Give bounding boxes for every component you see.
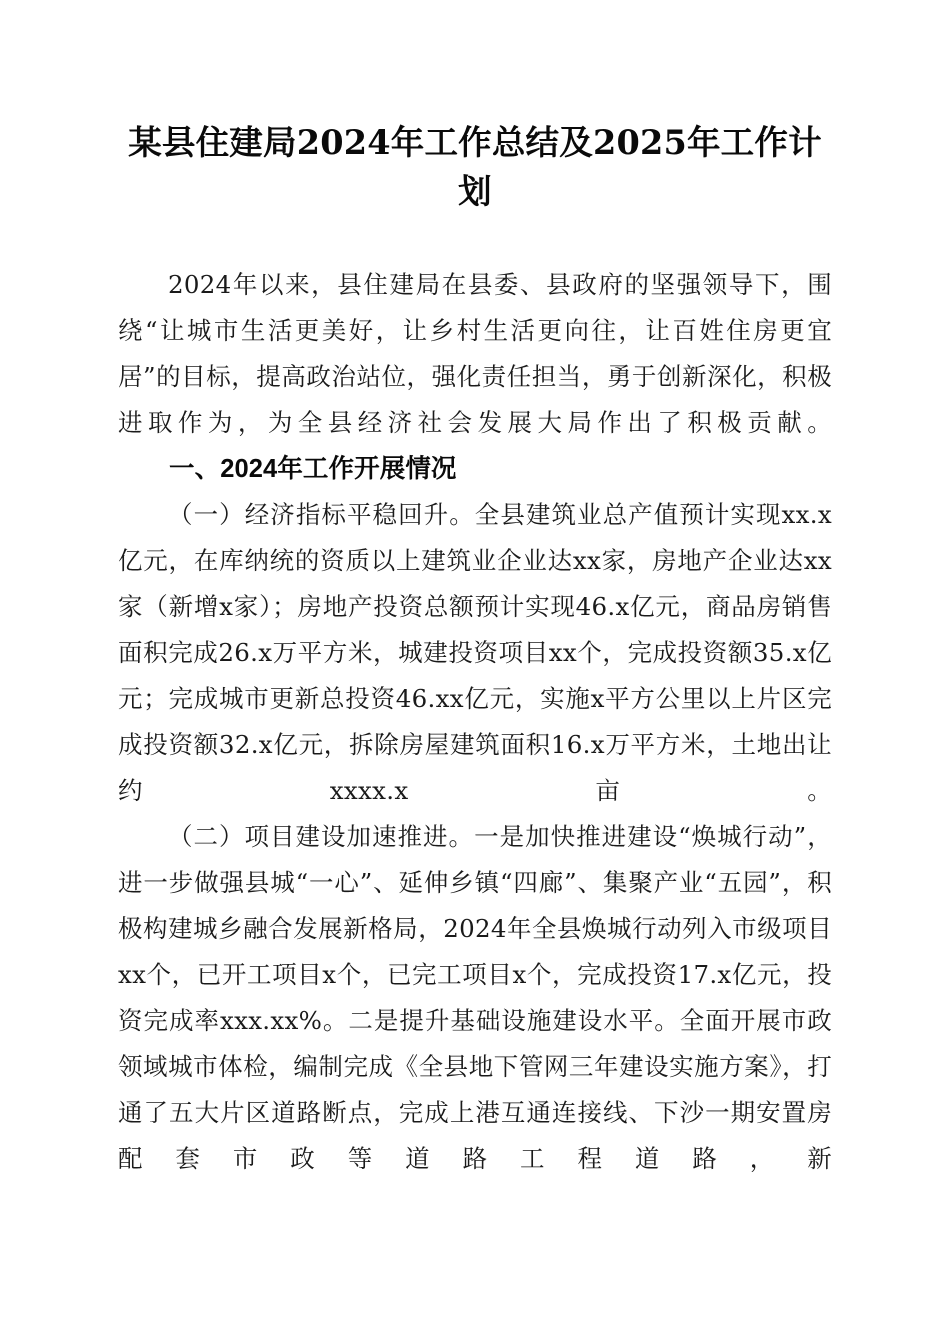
paragraph-subsection-1: （一）经济指标平稳回升。全县建筑业总产值预计实现xx.x亿元，在库纳统的资质以上建筑业企业达xx家，房地产企业达xx家（新增x家）；房地产投资总额预计实现46.x亿元，商品房销售面积完成26.x万平方米，城建投资项目xx个，完成投资额35.x亿元；完成城市更新总投资46.xx亿元，实施x平方公里以上片区完成投资额32.x亿元，拆除房屋建筑面积16.x万平方米，土地出让约xxxx.x亩。 bbox=[118, 500, 832, 805]
title-spacer bbox=[118, 216, 832, 262]
page-title: 某县住建局2024年工作总结及2025年工作计划 bbox=[128, 123, 822, 211]
paragraph-subsection-2: （二）项目建设加速推进。一是加快推进建设“焕城行动”，进一步做强县城“一心”、延伸乡镇“四廊”、集聚产业“五园”，积极构建城乡融合发展新格局，2024年全县焕城行动列入市级项目xx个，已开工项目x个，已完工项目x个，完成投资17.x亿元，投资完成率xxx.xx%。二是提升基础设施建设水平。全面开展市政领域城市体检，编制完成《全县地下管网三年建设实施方案》，打通了五大片区道路断点，完成上港互通连接线、下沙一期安置房配套市政等道路工程道路，新 bbox=[118, 822, 832, 1173]
paragraph-intro: 2024年以来，县住建局在县委、县政府的坚强领导下，围绕“让城市生活更美好，让乡村生活更向往，让百姓住房更宜居”的目标，提高政治站位，强化责任担当，勇于创新深化，积极进取作为，为全县经济社会发展大局作出了积极贡献。 bbox=[118, 270, 832, 437]
document-content bbox=[118, 0, 832, 1182]
section-heading-1: 一、2024年工作开展情况 bbox=[169, 455, 457, 483]
